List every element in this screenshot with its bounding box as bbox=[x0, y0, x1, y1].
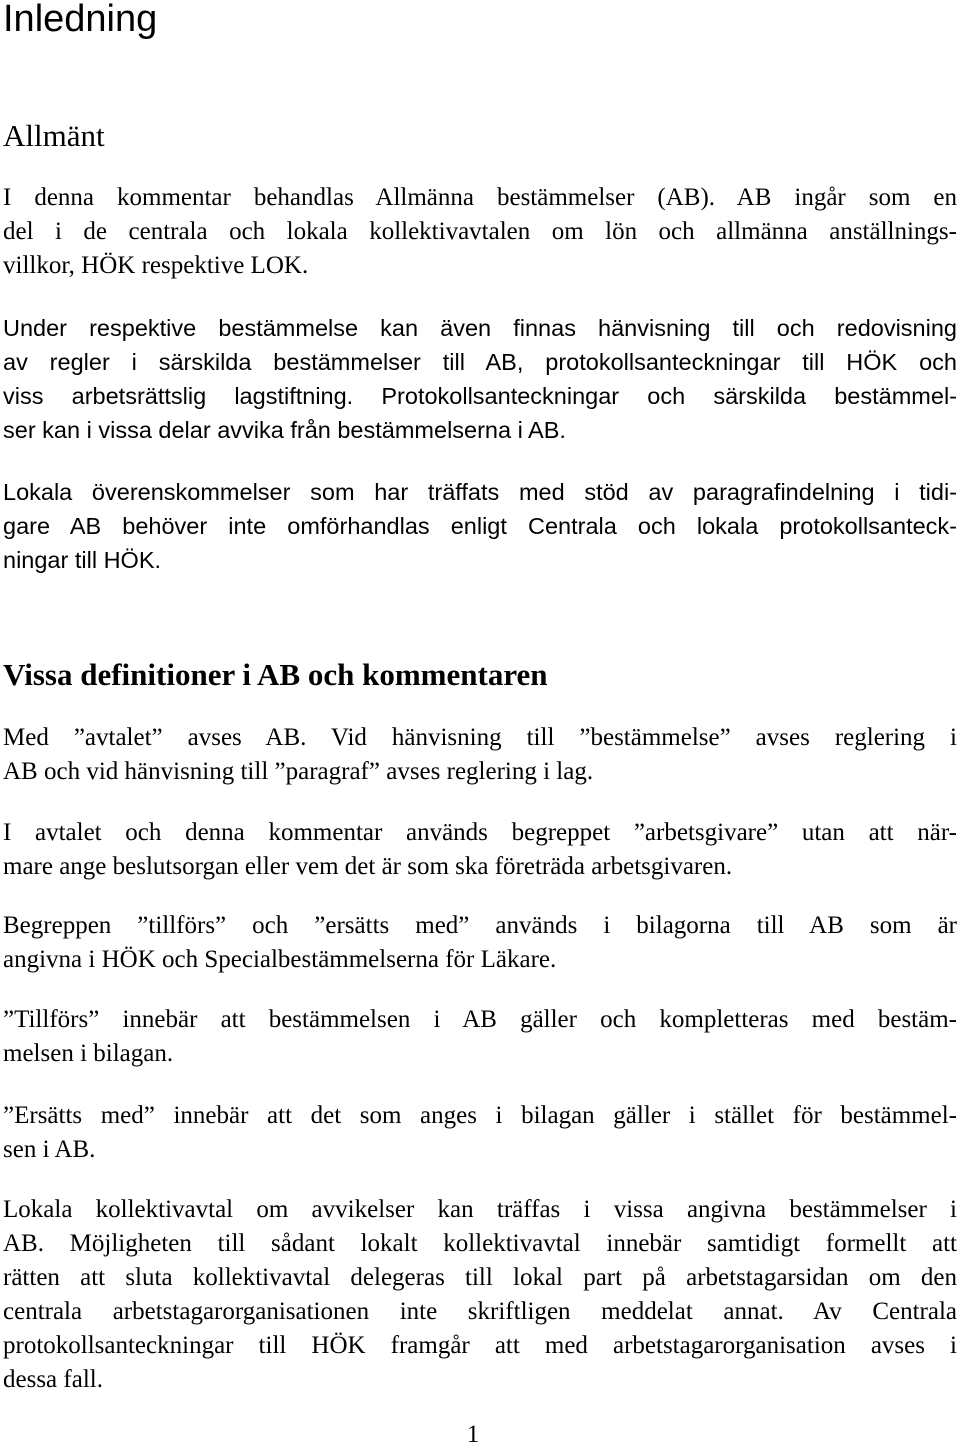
paragraph-definitioner-5 bbox=[3, 1099, 957, 1167]
text-line: av regler i särskilda bestämmelser till AB, protokollsanteckningar till HÖK och bbox=[3, 349, 957, 375]
paragraph-allmant-3 bbox=[3, 475, 957, 577]
text-line: villkor, HÖK respektive LOK. bbox=[3, 252, 309, 279]
text-line: Under respektive bestämmelse kan även finnas hänvisning till och redovisning bbox=[3, 315, 957, 341]
paragraph-allmant-2 bbox=[3, 311, 957, 447]
page-number: 1 bbox=[466, 1421, 480, 1448]
text-line: melsen i bilagan. bbox=[3, 1040, 174, 1067]
text-line: Begreppen ”tillförs” och ”ersätts med” används i bilagorna till AB som är bbox=[3, 912, 957, 939]
paragraph-definitioner-4 bbox=[3, 1003, 957, 1071]
text-line: protokollsanteckningar till HÖK framgår att med arbetstagarorganisation avses i bbox=[3, 1332, 957, 1359]
text-line: angivna i HÖK och Specialbestämmelserna för Läkare. bbox=[3, 946, 557, 973]
text-line: AB. Möjligheten till sådant lokalt kollektivavtal innebär samtidigt formellt att bbox=[3, 1230, 957, 1257]
text-line: Lokala kollektivavtal om avvikelser kan träffas i vissa angivna bestämmelser i bbox=[3, 1196, 957, 1223]
text-line: mare ange beslutsorgan eller vem det är som ska företräda arbetsgivaren. bbox=[3, 853, 733, 880]
text-line: del i de centrala och lokala kollektivavtalen om lön och allmänna anställnings- bbox=[3, 218, 957, 245]
paragraph-definitioner-3 bbox=[3, 909, 957, 977]
text-line: viss arbetsrättslig lagstiftning. Protokollsanteckningar och särskilda bestämmel- bbox=[3, 383, 957, 409]
text-line: I denna kommentar behandlas Allmänna bestämmelser (AB). AB ingår som en bbox=[3, 184, 957, 211]
paragraph-definitioner-1 bbox=[3, 721, 957, 789]
text-line: dessa fall. bbox=[3, 1366, 103, 1393]
paragraph-definitioner-2 bbox=[3, 816, 957, 884]
text-line: ”Tillförs” innebär att bestämmelsen i AB gäller och kompletteras med bestäm- bbox=[3, 1006, 957, 1033]
text-line: ”Ersätts med” innebär att det som anges i bilagan gäller i stället för bestämmel- bbox=[3, 1102, 957, 1129]
text-line: ningar till HÖK. bbox=[3, 547, 162, 573]
text-line: sen i AB. bbox=[3, 1136, 96, 1163]
text-line: I avtalet och denna kommentar används begreppet ”arbetsgivare” utan att när- bbox=[3, 819, 957, 846]
text-line: rätten att sluta kollektivavtal delegeras till lokal part på arbetstagarsidan om den bbox=[3, 1264, 957, 1291]
paragraph-allmant-1 bbox=[3, 181, 957, 283]
text-line: centrala arbetstagarorganisationen inte skriftligen meddelat annat. Av Centrala bbox=[3, 1298, 957, 1325]
section-heading-definitioner: Vissa definitioner i AB och kommentaren bbox=[3, 657, 548, 692]
page-title: Inledning bbox=[3, 0, 158, 40]
text-line: gare AB behöver inte omförhandlas enligt Centrala och lokala protokollsanteck- bbox=[3, 513, 957, 539]
section-heading-allmant: Allmänt bbox=[3, 118, 105, 153]
text-line: Lokala överenskommelser som har träffats med stöd av paragrafindelning i tidi- bbox=[3, 479, 957, 505]
paragraph-definitioner-6 bbox=[3, 1193, 957, 1397]
text-line: AB och vid hänvisning till ”paragraf” avses reglering i lag. bbox=[3, 758, 594, 785]
text-line: Med ”avtalet” avses AB. Vid hänvisning till ”bestämmelse” avses reglering i bbox=[3, 724, 957, 751]
text-line: ser kan i vissa delar avvika från bestämmelserna i AB. bbox=[3, 417, 566, 443]
